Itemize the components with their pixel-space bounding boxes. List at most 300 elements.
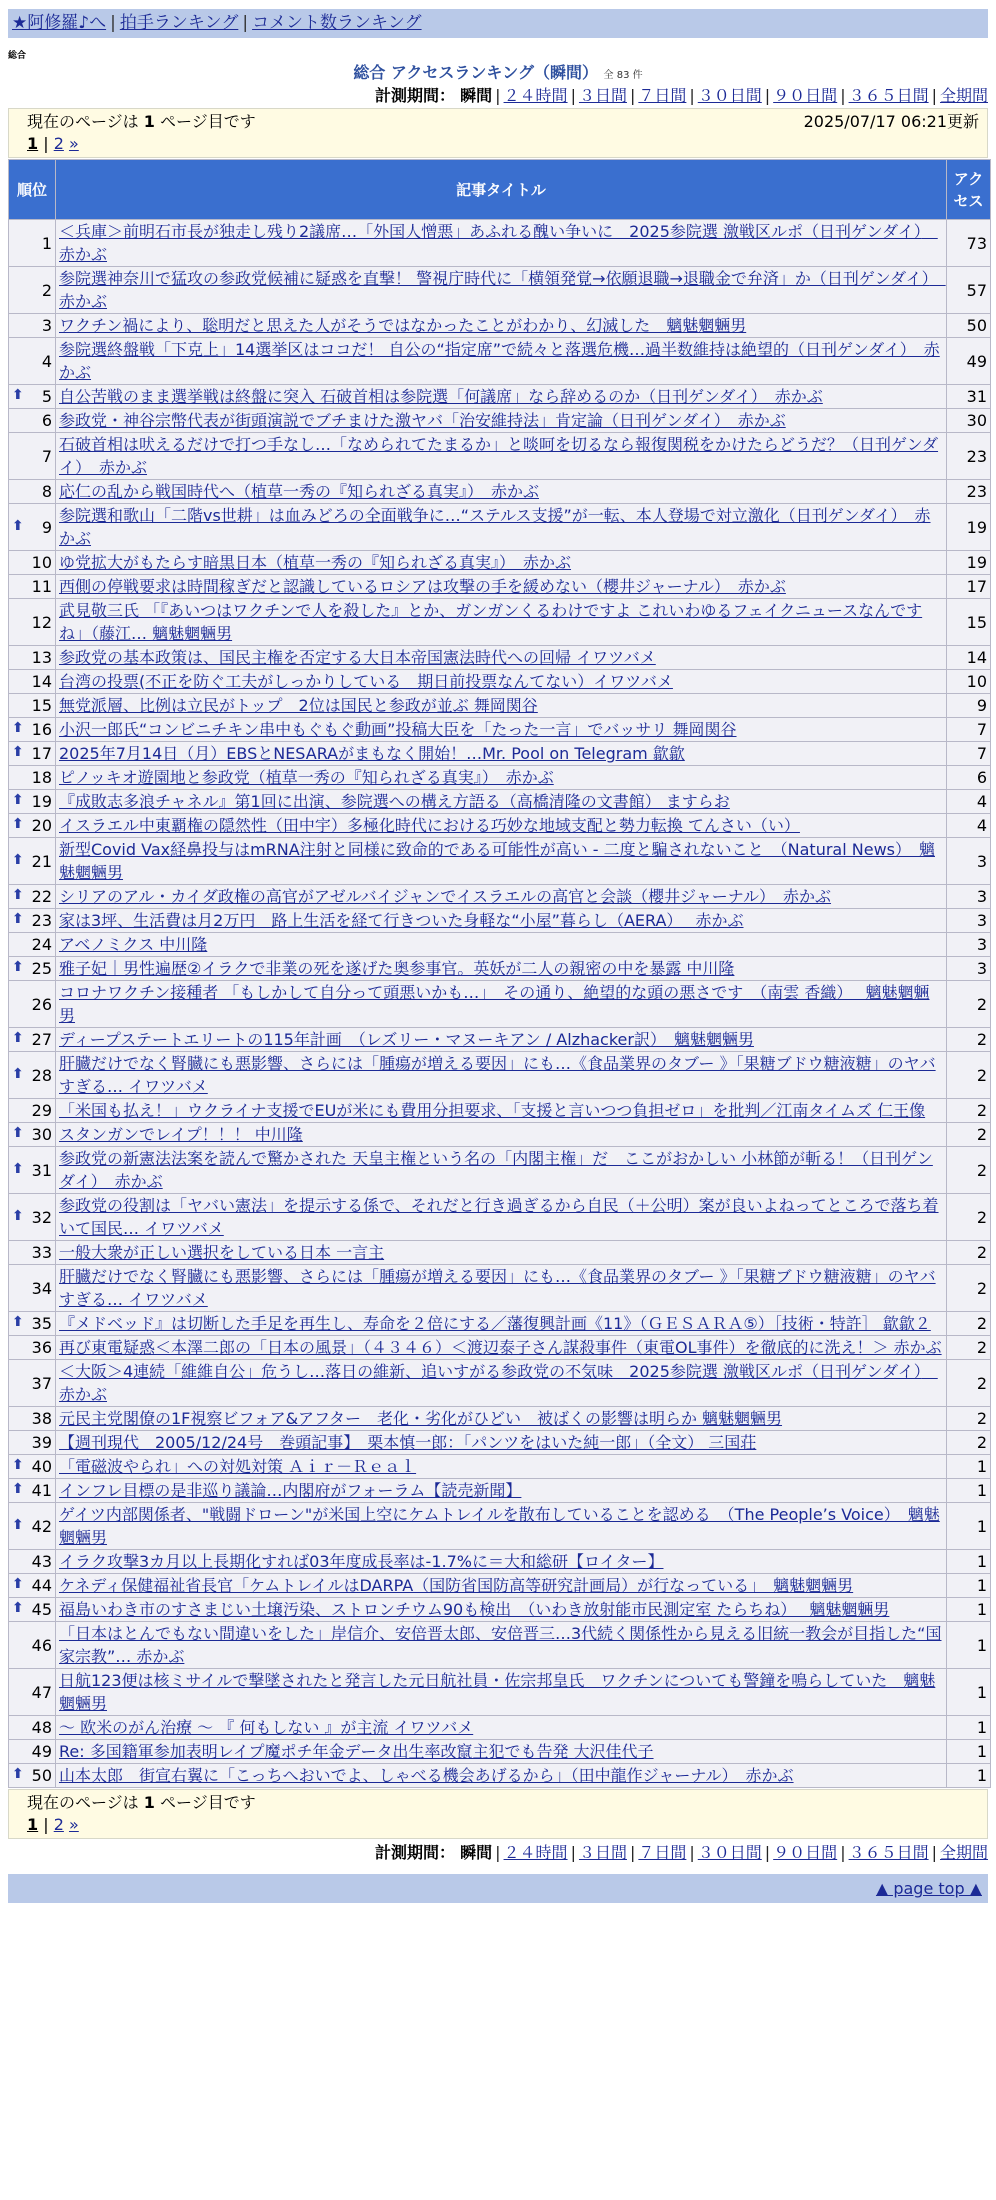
article-title-link[interactable]: ゲイツ内部関係者、"戦闘ドローン"が米国上空にケムトレイルを散布していることを認める （The People’s Voice） 魑魅魍魎男 — [59, 1505, 940, 1547]
rank-up-arrow-icon: ⬆ — [12, 517, 24, 534]
rank-cell — [9, 1574, 56, 1598]
article-title-link[interactable]: イラク攻撃3カ月以上長期化すれば03年度成長率は-1.7%に＝大和総研【ロイター】 — [59, 1552, 664, 1571]
rank-number: 13 — [31, 648, 52, 667]
article-title-link[interactable]: 自公苦戦のまま選挙戦は終盤に突入 石破首相は参院選「何議席」なら辞めるのか（日刊ゲンダイ） 赤かぶ — [59, 387, 823, 406]
access-count: 3 — [947, 957, 991, 981]
rank-up-arrow-icon: ⬆ — [12, 851, 24, 868]
access-count: 1 — [947, 1669, 991, 1716]
table-row — [9, 551, 991, 575]
rank-number: 37 — [31, 1373, 52, 1393]
access-count: 1 — [947, 1716, 991, 1740]
rank-number: 36 — [31, 1338, 52, 1357]
table-row — [9, 909, 991, 933]
title-cell — [56, 433, 947, 480]
table-row — [9, 1194, 991, 1241]
page-title — [8, 62, 988, 84]
table-row — [9, 575, 991, 599]
title-cell — [56, 1479, 947, 1503]
access-count: 4 — [947, 814, 991, 838]
period-link-30d[interactable]: ３０日間 — [697, 86, 762, 105]
article-title-link[interactable]: 2025年7月14日（月）EBSとNESARAがまもなく開始！…Mr. Pool on Telegram 歙歙 — [59, 744, 685, 763]
rank-cell — [9, 1407, 56, 1431]
article-title-link[interactable]: アベノミクス 中川隆 — [59, 935, 208, 954]
title-cell — [56, 220, 947, 267]
rank-cell — [9, 694, 56, 718]
period-link-30d[interactable]: ３０日間 — [697, 1843, 762, 1862]
title-cell — [56, 1574, 947, 1598]
page-link-2[interactable]: 2 — [53, 1815, 64, 1834]
period-selector-bottom: 計測期間： 瞬間 | ２４時間 | ３日間 | ７日間 | ３０日間 | ９０日間 | ３６５日間 | 全期間 — [375, 1843, 988, 1862]
rank-up-arrow-icon: ⬆ — [12, 1516, 24, 1533]
title-cell — [56, 766, 947, 790]
article-title-link[interactable]: ゆ党拡大がもたらす暗黒日本（植草一秀の『知られざる真実』） 赤かぶ — [59, 553, 572, 572]
rank-up-arrow-icon: ⬆ — [12, 1030, 24, 1046]
rank-cell — [9, 1455, 56, 1479]
rank-cell — [9, 480, 56, 504]
title-cell — [56, 1336, 947, 1360]
table-row — [9, 1407, 991, 1431]
table-row — [9, 1455, 991, 1479]
title-cell — [56, 1052, 947, 1099]
rank-number: 10 — [31, 553, 52, 572]
rank-number: 1 — [41, 233, 52, 253]
access-count: 7 — [947, 742, 991, 766]
title-cell — [56, 551, 947, 575]
rank-up-arrow-icon: ⬆ — [12, 887, 24, 903]
title-cell — [56, 885, 947, 909]
rank-up-arrow-icon: ⬆ — [12, 1314, 24, 1330]
article-title-link[interactable]: 西側の停戦要求は時間稼ぎだと認識しているロシアは攻撃の手を緩めない（櫻井ジャーナル） 赤かぶ — [59, 577, 786, 596]
rank-number: 50 — [31, 1766, 52, 1785]
table-row — [9, 1147, 991, 1194]
page-top-link[interactable]: ▲ page top ▲ — [875, 1879, 982, 1898]
title-cell — [56, 338, 947, 385]
rank-number: 17 — [31, 744, 52, 763]
title-cell — [56, 957, 947, 981]
rank-cell — [9, 1360, 56, 1407]
rank-cell — [9, 1099, 56, 1123]
rank-up-arrow-icon: ⬆ — [12, 911, 24, 927]
rank-cell — [9, 220, 56, 267]
access-count: 9 — [947, 694, 991, 718]
rank-cell — [9, 599, 56, 646]
nav-link-comment-ranking[interactable]: コメント数ランキング — [252, 13, 422, 33]
article-title-link[interactable]: 家は3坪、生活費は月2万円 路上生活を経て行きついた身軽な“小屋”暮らし（AERA） 赤かぶ — [59, 911, 744, 930]
title-cell — [56, 1669, 947, 1716]
rank-up-arrow-icon: ⬆ — [12, 959, 24, 975]
rank-cell — [9, 742, 56, 766]
rank-cell — [9, 814, 56, 838]
article-title-link[interactable]: 「米国も払え！」ウクライナ支援でEUが米にも費用分担要求、「支援と言いつつ負担ゼロ」を批判／江南タイムズ 仁王像 — [59, 1101, 926, 1120]
bottom-bar — [8, 1874, 988, 1903]
title-cell — [56, 1431, 947, 1455]
rank-number: 31 — [31, 1160, 52, 1180]
rank-number: 27 — [31, 1030, 52, 1049]
table-row — [9, 220, 991, 267]
article-title-link[interactable]: 石破首相は吠えるだけで打つ手なし…「なめられてたまるか」と啖呵を切るなら報復関税をかけたらどうだ？（日刊ゲンダイ） 赤かぶ — [59, 435, 939, 477]
table-row — [9, 1479, 991, 1503]
title-cell — [56, 790, 947, 814]
access-count: 49 — [947, 338, 991, 385]
article-title-link[interactable]: 参院選終盤戦「下克上」14選挙区はココだ！ 自公の“指定席”で続々と落選危機…過半数維持は絶望的（日刊ゲンダイ） 赤かぶ — [59, 340, 940, 382]
access-count: 1 — [947, 1622, 991, 1669]
rank-cell — [9, 1123, 56, 1147]
rank-cell — [9, 981, 56, 1028]
article-title-link[interactable]: Re: 多国籍軍参加表明レイプ魔ポチ年金データ出生率改竄主犯でも告発 大沢佳代子 — [59, 1742, 654, 1761]
title-cell — [56, 694, 947, 718]
total-count: 全 83 件 — [603, 70, 643, 81]
table-row — [9, 599, 991, 646]
table-row — [9, 766, 991, 790]
rank-cell — [9, 385, 56, 409]
table-row — [9, 742, 991, 766]
table-row — [9, 694, 991, 718]
article-title-link[interactable]: 元民主党閣僚の1F視察ビフォア&アフター 老化・劣化がひどい 被ばくの影響は明らか 魑魅魍魎男 — [59, 1409, 783, 1428]
rank-cell — [9, 433, 56, 480]
table-row — [9, 1028, 991, 1052]
rank-number: 3 — [41, 316, 52, 335]
rank-up-arrow-icon: ⬆ — [12, 387, 24, 403]
article-title-link[interactable]: ～ 欧米のがん治療 ～ 『 何もしない 』が主流 イワツバメ — [59, 1718, 474, 1737]
article-title-link[interactable]: 参政党の基本政策は、国民主権を否定する大日本帝国憲法時代への回帰 イワツバメ — [59, 648, 656, 667]
rank-up-arrow-icon: ⬆ — [12, 1481, 24, 1497]
article-title-link[interactable]: 肝臓だけでなく腎臓にも悪影響、さらには「腫瘍が増える要因」にも…《食品業界のタブー 》「果糖ブドウ糖液糖」のヤバすぎる… イワツバメ — [59, 1267, 936, 1309]
title-cell — [56, 1764, 947, 1788]
access-count: 3 — [947, 838, 991, 885]
table-row — [9, 1265, 991, 1312]
article-title-link[interactable]: 武見敬三氏 「『あいつはワクチンで人を殺した』とか、ガンガンくるわけですよ これいわゆるフェイクニュースなんですね」（藤江… 魑魅魍魎男 — [59, 601, 923, 643]
access-count: 2 — [947, 1431, 991, 1455]
table-row — [9, 981, 991, 1028]
access-count: 1 — [947, 1503, 991, 1550]
access-count: 23 — [947, 480, 991, 504]
table-row — [9, 409, 991, 433]
table-row — [9, 1336, 991, 1360]
current-page-text: 現在のページは 1 ページ目です — [27, 112, 256, 131]
rank-up-arrow-icon: ⬆ — [12, 1766, 24, 1782]
rank-number: 24 — [31, 935, 52, 954]
table-row — [9, 1052, 991, 1099]
period-link-3d[interactable]: ３日間 — [578, 86, 627, 105]
page-current: 1 — [27, 134, 39, 153]
rank-cell — [9, 1431, 56, 1455]
rank-cell — [9, 838, 56, 885]
rank-number: 30 — [31, 1125, 52, 1144]
table-row — [9, 957, 991, 981]
access-count: 19 — [947, 551, 991, 575]
nav-link-asyura-home[interactable]: ★阿修羅♪へ — [12, 13, 107, 33]
title-cell — [56, 1740, 947, 1764]
rank-number: 6 — [41, 411, 52, 430]
title-cell — [56, 1312, 947, 1336]
article-title-link[interactable]: 『成敗志多浪チャネル』第1回に出演、参院選への構え方語る（高橋清隆の文書館） ますらお — [59, 792, 730, 811]
table-row — [9, 646, 991, 670]
period-label: 計測期間： — [375, 86, 456, 105]
article-title-link[interactable]: ピノッキオ遊園地と参政党（植草一秀の『知られざる真実』） 赤かぶ — [59, 768, 554, 787]
access-count: 2 — [947, 1123, 991, 1147]
article-title-link[interactable]: ＜大阪＞4連続「維維自公」危うし…落日の維新、追いすがる参政党の不気味 2025参院選 激戦区ルポ（日刊ゲンダイ） 赤かぶ — [59, 1362, 938, 1404]
rank-cell — [9, 551, 56, 575]
nav-separator: | — [242, 13, 249, 33]
article-title-link[interactable]: 参院選和歌山「二階vs世耕」は血みどろの全面戦争に…“ステルス支援”が一転、本人登場で対立激化（日刊ゲンダイ） 赤かぶ — [59, 506, 931, 548]
rank-cell — [9, 1265, 56, 1312]
article-title-link[interactable]: 日航123便は核ミサイルで撃墜されたと発言した元日航社員・佐宗邦皇氏 ワクチンについても警鐘を鳴らしていた 魑魅魍魎男 — [59, 1671, 936, 1713]
access-count: 1 — [947, 1574, 991, 1598]
article-title-link[interactable]: 『メドベッド』は切断した手足を再生し、寿命を２倍にする／藩復興計画《11》（ＧＥＳＡＲＡ⑤）［技術・特許］ 歙歙２ — [59, 1314, 931, 1333]
table-row — [9, 790, 991, 814]
rank-cell — [9, 718, 56, 742]
access-count: 2 — [947, 1265, 991, 1312]
access-count: 2 — [947, 1360, 991, 1407]
rank-number: 48 — [31, 1718, 52, 1737]
article-title-link[interactable]: 肝臓だけでなく腎臓にも悪影響、さらには「腫瘍が増える要因」にも…《食品業界のタブー 》「果糖ブドウ糖液糖」のヤバすぎる… イワツバメ — [59, 1054, 936, 1096]
table-row — [9, 385, 991, 409]
top-nav-bar — [8, 9, 988, 38]
period-link-365d[interactable]: ３６５日間 — [848, 86, 929, 105]
rank-up-arrow-icon: ⬆ — [12, 1125, 24, 1141]
period-link-90d[interactable]: ９０日間 — [773, 86, 838, 105]
table-row — [9, 933, 991, 957]
title-cell — [56, 718, 947, 742]
table-row — [9, 1431, 991, 1455]
rank-number: 11 — [31, 577, 52, 596]
title-cell — [56, 1598, 947, 1622]
access-count: 1 — [947, 1740, 991, 1764]
table-row — [9, 338, 991, 385]
article-title-link[interactable]: 福島いわき市のすさまじい土壌汚染、ストロンチウム90も検出 （いわき放射能市民測定室 たらちね） 魑魅魍魎男 — [59, 1600, 890, 1619]
category-label: 総合 — [8, 51, 27, 61]
period-link-all[interactable]: 全期間 — [939, 86, 988, 105]
rank-cell — [9, 957, 56, 981]
page-link-next[interactable]: » — [68, 134, 79, 153]
table-row — [9, 1099, 991, 1123]
rank-number: 34 — [31, 1278, 52, 1298]
header-title: 記事タイトル — [56, 160, 947, 220]
period-link-all[interactable]: 全期間 — [939, 1843, 988, 1862]
article-title-link[interactable]: 参政党の新憲法法案を読んで驚かされた 天皇主権という名の「内閣主権」だ ここがおかしい 小林節が斬る！（日刊ゲンダイ） 赤かぶ — [59, 1149, 933, 1191]
access-count: 2 — [947, 1099, 991, 1123]
access-count: 57 — [947, 267, 991, 314]
ranking-title: 総合 アクセスランキング（瞬間） — [353, 63, 598, 82]
article-title-link[interactable]: スタンガンでレイプ！！！ 中川隆 — [59, 1125, 303, 1144]
rank-number: 42 — [31, 1516, 52, 1536]
title-cell — [56, 409, 947, 433]
rank-cell — [9, 1052, 56, 1099]
rank-cell — [9, 646, 56, 670]
access-count: 3 — [947, 909, 991, 933]
article-title-link[interactable]: 参政党・神谷宗幣代表が街頭演説でブチまけた激ヤバ「治安維持法」肯定論（日刊ゲンダイ） 赤かぶ — [59, 411, 786, 430]
rank-cell — [9, 885, 56, 909]
title-cell — [56, 1455, 947, 1479]
title-cell — [56, 575, 947, 599]
ranking-table — [8, 159, 991, 1788]
rank-number: 23 — [31, 911, 52, 930]
rank-number: 20 — [31, 816, 52, 835]
rank-cell — [9, 1503, 56, 1550]
table-row — [9, 838, 991, 885]
rank-cell — [9, 670, 56, 694]
table-row — [9, 1622, 991, 1669]
title-cell — [56, 1265, 947, 1312]
rank-up-arrow-icon: ⬆ — [12, 1576, 24, 1592]
page-link-2[interactable]: 2 — [53, 134, 64, 153]
access-count: 2 — [947, 1147, 991, 1194]
title-cell — [56, 933, 947, 957]
table-row — [9, 1312, 991, 1336]
rank-cell — [9, 1312, 56, 1336]
rank-up-arrow-icon: ⬆ — [12, 1065, 24, 1082]
rank-number: 12 — [31, 612, 52, 632]
article-title-link[interactable]: 【週刊現代 2005/12/24号 巻頭記事】 栗本慎一郎：「パンツをはいた純一郎」（全文） 三国荘 — [59, 1433, 757, 1452]
article-title-link[interactable]: 山本太郎 街宣右翼に「こっちへおいでよ、しゃべる機会あげるから」（田中龍作ジャーナル） 赤かぶ — [59, 1766, 794, 1785]
rank-number: 33 — [31, 1243, 52, 1262]
rank-number: 5 — [41, 387, 52, 406]
access-count: 3 — [947, 933, 991, 957]
access-count: 6 — [947, 766, 991, 790]
table-row — [9, 1716, 991, 1740]
pagination: 1 | 2 » — [27, 134, 79, 153]
rank-number: 32 — [31, 1207, 52, 1227]
article-title-link[interactable]: 新型Covid Vax経鼻投与はmRNA注射と同様に致命的である可能性が高い - 二度と騙されないこと （Natural News） 魑魅魍魎男 — [59, 840, 935, 882]
article-title-link[interactable]: 雅子妃｜男性遍歴②イラクで非業の死を遂げた奥参事官。英妖が二人の親密の中を暴露 中川隆 — [59, 959, 735, 978]
title-cell — [56, 1407, 947, 1431]
table-row — [9, 433, 991, 480]
period-link-365d[interactable]: ３６５日間 — [848, 1843, 929, 1862]
access-count: 1 — [947, 1598, 991, 1622]
rank-number: 38 — [31, 1409, 52, 1428]
article-title-link[interactable]: 無党派層、比例は立民がトップ 2位は国民と参政が並ぶ 舞岡関谷 — [59, 696, 538, 715]
rank-cell — [9, 409, 56, 433]
header-rank: 順位 — [9, 160, 56, 220]
article-title-link[interactable]: 応仁の乱から戦国時代へ（植草一秀の『知られざる真実』） 赤かぶ — [59, 482, 540, 501]
period-link-7d[interactable]: ７日間 — [638, 86, 687, 105]
period-link-7d[interactable]: ７日間 — [638, 1843, 687, 1862]
access-count: 31 — [947, 385, 991, 409]
article-title-link[interactable]: ケネディ保健福祉省長官「ケムトレイルはDARPA（国防省国防高等研究計画局）が行なっている」 魑魅魍魎男 — [59, 1576, 854, 1595]
period-selector-top: 計測期間： 瞬間 | ２４時間 | ３日間 | ７日間 | ３０日間 | ９０日間 | ３６５日間 | 全期間 — [375, 86, 988, 105]
article-title-link[interactable]: コロナワクチン接種者 「もしかして自分って頭悪いかも…」 その通り、絶望的な頭の悪さです （南雲 香織） 魑魅魍魎男 — [59, 983, 930, 1025]
rank-cell — [9, 1241, 56, 1265]
access-count: 73 — [947, 220, 991, 267]
article-title-link[interactable]: ワクチン禍により、聡明だと思えた人がそうではなかったことがわかり、幻滅した 魑魅魍魎男 — [59, 316, 747, 335]
rank-cell — [9, 909, 56, 933]
rank-cell — [9, 1740, 56, 1764]
table-row — [9, 267, 991, 314]
article-title-link[interactable]: 参院選神奈川で猛攻の参政党候補に疑惑を直撃！ 警視庁時代に「横領発覚→依願退職→退職金で弁済」か（日刊ゲンダイ） 赤かぶ — [59, 269, 946, 311]
title-cell — [56, 981, 947, 1028]
rank-number: 41 — [31, 1481, 52, 1500]
rank-cell — [9, 338, 56, 385]
title-cell — [56, 670, 947, 694]
rank-number: 44 — [31, 1576, 52, 1595]
article-title-link[interactable]: 一般大衆が正しい選択をしている日本 一言主 — [59, 1243, 385, 1262]
title-cell — [56, 909, 947, 933]
period-link-24h[interactable]: ２４時間 — [503, 86, 568, 105]
page-info-bottom — [8, 1789, 988, 1839]
rank-number: 2 — [41, 280, 52, 300]
title-cell — [56, 1123, 947, 1147]
rank-number: 47 — [31, 1682, 52, 1702]
nav-link-clap-ranking[interactable]: 拍手ランキング — [119, 13, 239, 33]
article-title-link[interactable]: イスラエル中東覇権の隠然性（田中宇）多極化時代における巧妙な地域支配と勢力転換 てんさい（い） — [59, 816, 800, 835]
rank-cell — [9, 1669, 56, 1716]
article-title-link[interactable]: 参政党の役割は「ヤバい憲法」を提示する係で、それだと行き過ぎるから自民（＋公明）案が良いよねってところで落ち着いて国民… イワツバメ — [59, 1196, 939, 1238]
access-count: 19 — [947, 504, 991, 551]
access-count: 4 — [947, 790, 991, 814]
access-count: 2 — [947, 1312, 991, 1336]
rank-number: 28 — [31, 1065, 52, 1085]
period-link-24h[interactable]: ２４時間 — [503, 1843, 568, 1862]
access-count: 1 — [947, 1479, 991, 1503]
access-count: 2 — [947, 981, 991, 1028]
article-title-link[interactable]: 小沢一郎氏“コンビニチキン串中もぐもぐ動画”投稿大臣を「たった一言」でバッサリ 舞岡関谷 — [59, 720, 737, 739]
table-row — [9, 1740, 991, 1764]
table-row — [9, 480, 991, 504]
rank-number: 18 — [31, 768, 52, 787]
article-title-link[interactable]: 「日本はとんでもない間違いをした」岸信介、安倍晋太郎、安倍晋三…3代続く関係性から見える旧統一教会が目指した“国家宗教”… 赤かぶ — [59, 1624, 942, 1666]
period-label: 計測期間： — [375, 1843, 456, 1862]
rank-up-arrow-icon: ⬆ — [12, 1207, 24, 1224]
article-title-link[interactable]: ディープステートエリートの115年計画 （レズリー・マヌーキアン / Alzhacker訳） 魑魅魍魎男 — [59, 1030, 754, 1049]
title-cell — [56, 504, 947, 551]
access-count: 10 — [947, 670, 991, 694]
access-count: 2 — [947, 1194, 991, 1241]
access-count: 7 — [947, 718, 991, 742]
article-title-link[interactable]: シリアのアル・カイダ政権の高官がアゼルバイジャンでイスラエルの高官と会談（櫻井ジャーナル） 赤かぶ — [59, 887, 832, 906]
table-row — [9, 1764, 991, 1788]
table-row — [9, 1550, 991, 1574]
article-title-link[interactable]: 「電磁波やられ」への対処対策 Ａｉｒ－Ｒｅａｌ — [59, 1457, 417, 1476]
access-count: 14 — [947, 646, 991, 670]
rank-number: 14 — [31, 672, 52, 691]
title-cell — [56, 646, 947, 670]
access-count: 1 — [947, 1550, 991, 1574]
rank-cell — [9, 1716, 56, 1740]
table-row — [9, 885, 991, 909]
rank-cell — [9, 1550, 56, 1574]
period-link-90d[interactable]: ９０日間 — [773, 1843, 838, 1862]
rank-cell — [9, 1622, 56, 1669]
table-row — [9, 718, 991, 742]
article-title-link[interactable]: インフレ目標の是非巡り議論…内閣府がフォーラム【読売新聞】 — [59, 1481, 522, 1500]
rank-number: 49 — [31, 1742, 52, 1761]
rank-cell — [9, 933, 56, 957]
rank-cell — [9, 766, 56, 790]
nav-separator: | — [110, 13, 116, 33]
rank-number: 26 — [31, 994, 52, 1014]
page-link-next[interactable]: » — [68, 1815, 79, 1834]
ranking-table-body — [9, 220, 991, 1788]
article-title-link[interactable]: ＜兵庫＞前明石市長が独走し残り2議席…「外国人憎悪」あふれる醜い争いに 2025参院選 激戦区ルポ（日刊ゲンダイ） 赤かぶ — [59, 222, 938, 264]
period-link-3d[interactable]: ３日間 — [578, 1843, 627, 1862]
title-cell — [56, 1716, 947, 1740]
article-title-link[interactable]: 台湾の投票(不正を防ぐ工夫がしっかりしている 期日前投票なんてない）イワツバメ — [59, 672, 673, 691]
title-cell — [56, 480, 947, 504]
article-title-link[interactable]: 再び東電疑惑＜本澤二郎の「日本の風景」（４３４６）＜渡辺泰子さん謀殺事件（東電OL事件）を徹底的に洗え！＞ 赤かぶ — [59, 1338, 942, 1357]
rank-number: 40 — [31, 1457, 52, 1476]
title-cell — [56, 1622, 947, 1669]
access-count: 2 — [947, 1407, 991, 1431]
rank-up-arrow-icon: ⬆ — [12, 1160, 24, 1177]
rank-number: 29 — [31, 1101, 52, 1120]
period-current: 瞬間 — [460, 86, 493, 105]
rank-number: 4 — [41, 351, 52, 371]
rank-number: 46 — [31, 1635, 52, 1655]
title-cell — [56, 1360, 947, 1407]
page-info-top — [8, 108, 988, 158]
rank-number: 7 — [41, 446, 52, 466]
table-row — [9, 314, 991, 338]
